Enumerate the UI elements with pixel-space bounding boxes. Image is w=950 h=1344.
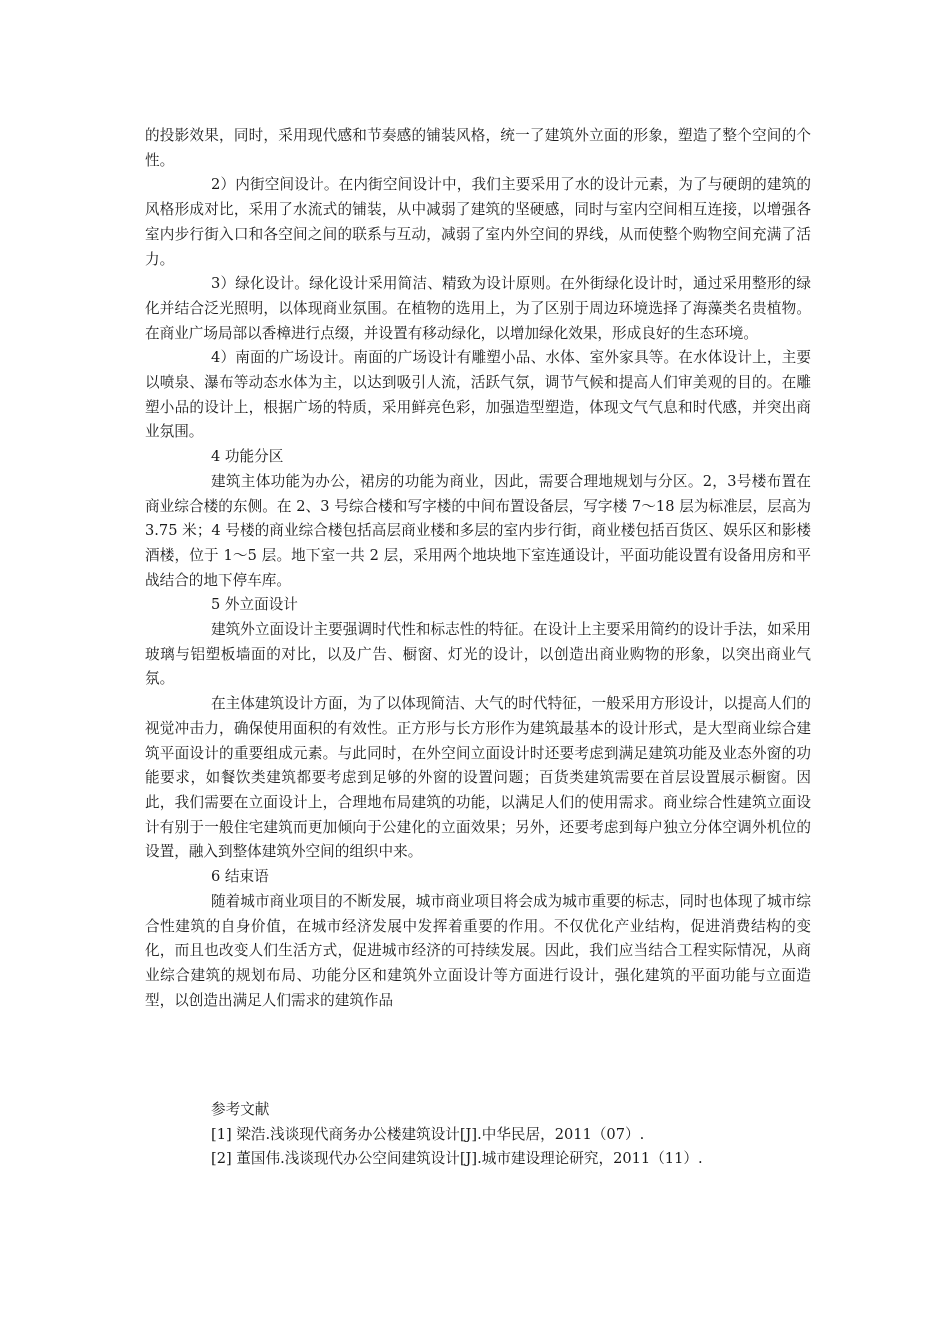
paragraph-facade-main: 在主体建筑设计方面，为了以体现简洁、大气的时代特征，一般采用方形设计，以提高人们的视觉冲击力，确保使用面积的有效性。正方形与长方形作为建筑最基本的设计形式，是大型商业综合建筑平面设计的重要组成元素。与此同时，在外空间立面设计时还要考虑到满足建筑功能及业态外窗的功能要求，如餐饮类建筑都要考虑到足够的外窗的设置问题；百货类建筑需要在首层设置展示橱窗。因此，我们需要在立面设计上，合理地布局建筑的功能，以满足人们的使用需求。商业综合性建筑立面设计有别于一般住宅建筑而更加倾向于公建化的立面效果；另外，还要考虑到每户独立分体空调外机位的设置，融入到整体建筑外空间的组织中来。 <box>145 695 811 861</box>
paragraph-function-zoning: 建筑主体功能为办公，裙房的功能为商业，因此，需要合理地规划与分区。2，3号楼布置在商业综合楼的东侧。在 2、3 号综合楼和写字楼的中间布置设备层，写字楼 7～18 层为标准层，层高为 3.75 米；4 号楼的商业综合楼包括高层商业楼和多层的室内步行街，商业楼包括百货区、娱乐区和影楼酒楼，位于 1～5 层。地下室一共 2 层，采用两个地块地下室连通设计，平面功能设置有设备用房和平战结合的地下停车库。 <box>145 472 811 589</box>
body-text <box>145 124 811 1013</box>
references <box>211 1098 811 1172</box>
section-heading-conclusion: 6 结束语 <box>211 868 269 886</box>
reference-item: [1] 梁浩.浅谈现代商务办公楼建筑设计[J].中华民居，2011（07）. <box>211 1125 645 1143</box>
section-heading-facade: 5 外立面设计 <box>211 596 298 614</box>
paragraph-continuation: 的投影效果，同时，采用现代感和节奏感的铺装风格，统一了建筑外立面的形象，塑造了整个空间的个性。 <box>145 127 811 169</box>
references-title: 参考文献 <box>211 1101 270 1118</box>
paragraph-inner-street: 2）内街空间设计。在内街空间设计中，我们主要采用了水的设计元素，为了与硬朗的建筑的风格形成对比，采用了水流式的铺装，从中减弱了建筑的坚硬感，同时与室内空间相互连接，以增强各室内步行街入口和各空间之间的联系与互动，减弱了室内外空间的界线，从而使整个购物空间充满了活力。 <box>145 176 811 268</box>
reference-item: [2] 董国伟.浅谈现代办公空间建筑设计[J].城市建设理论研究，2011（11）. <box>211 1150 703 1168</box>
paragraph-greening: 3）绿化设计。绿化设计采用简洁、精致为设计原则。在外街绿化设计时，通过采用整形的绿化并结合泛光照明，以体现商业氛围。在植物的选用上，为了区别于周边环境选择了海藻类名贵植物。在商业广场局部以香樟进行点缀，并设置有移动绿化，以增加绿化效果，形成良好的生态环境。 <box>145 275 811 342</box>
paragraph-facade-intro: 建筑外立面设计主要强调时代性和标志性的特征。在设计上主要采用简约的设计手法，如采用玻璃与铝塑板墙面的对比，以及广告、橱窗、灯光的设计，以创造出商业购物的形象，以突出商业气氛。 <box>145 621 811 688</box>
paragraph-conclusion: 随着城市商业项目的不断发展，城市商业项目将会成为城市重要的标志，同时也体现了城市综合性建筑的自身价值，在城市经济发展中发挥着重要的作用。不仅优化产业结构，促进消费结构的变化，而且也改变人们生活方式，促进城市经济的可持续发展。因此，我们应当结合工程实际情况，从商业综合建筑的规划布局、功能分区和建筑外立面设计等方面进行设计，强化建筑的平面功能与立面造型，以创造出满足人们需求的建筑作品 <box>145 892 811 1009</box>
paragraph-south-square: 4）南面的广场设计。南面的广场设计有雕塑小品、水体、室外家具等。在水体设计上，主要以喷泉、瀑布等动态水体为主，以达到吸引人流，活跃气氛，调节气候和提高人们审美观的目的。在雕塑小品的设计上，根据广场的特质，采用鲜亮色彩，加强造型塑造，体现文气气息和时代感，并突出商业氛围。 <box>145 349 811 441</box>
section-heading-function: 4 功能分区 <box>211 448 284 466</box>
